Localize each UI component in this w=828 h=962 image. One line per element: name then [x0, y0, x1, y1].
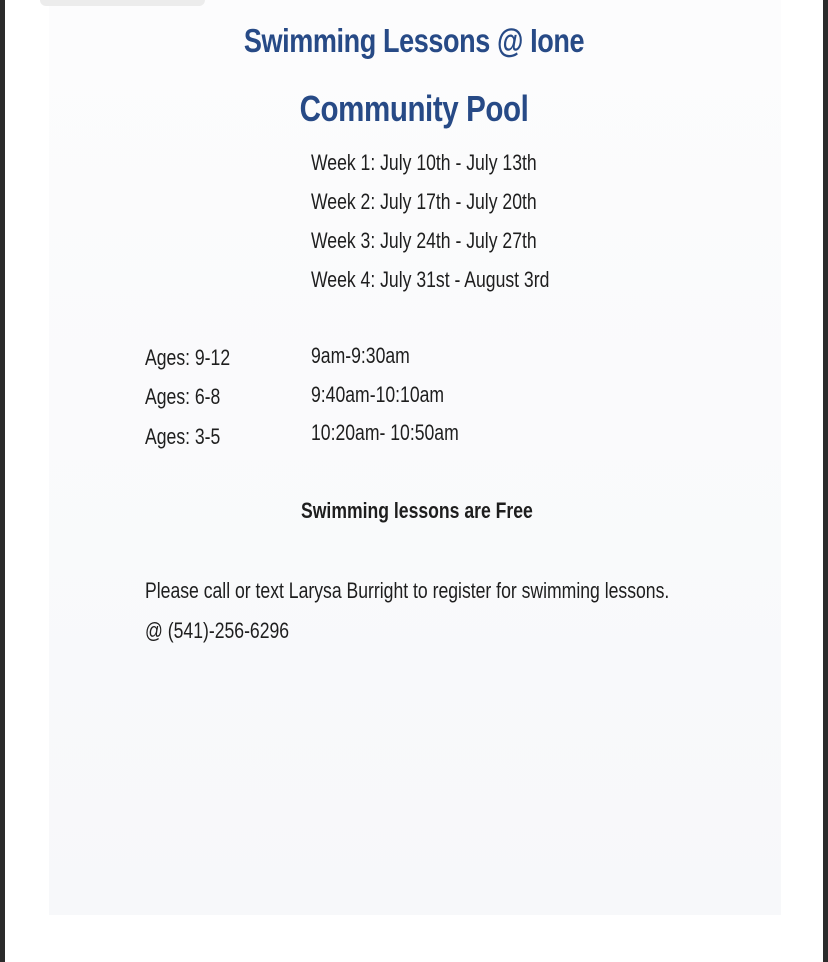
flyer-title-line-2: Community Pool [299, 88, 529, 129]
time-slot-9-12: 9am-9:30am [311, 343, 410, 368]
flyer-title-line-1: Swimming Lessons @ Ione [243, 22, 585, 59]
paper-sheet [49, 0, 781, 915]
week-1-dates: Week 1: July 10th - July 13th [311, 150, 537, 175]
ages-group-9-12: Ages: 9-12 [145, 345, 231, 370]
top-edge-shadow [40, 0, 205, 6]
left-frame-edge [0, 0, 5, 962]
contact-instructions: Please call or text Larysa Burright to register for swimming lessons. [145, 578, 670, 603]
week-4-dates: Week 4: July 31st - August 3rd [311, 267, 550, 292]
week-2-dates: Week 2: July 17th - July 20th [311, 189, 537, 214]
ages-group-6-8: Ages: 6-8 [145, 384, 221, 409]
right-frame-edge [823, 0, 828, 962]
time-slot-6-8: 9:40am-10:10am [311, 382, 445, 407]
free-lessons-note: Swimming lessons are Free [301, 498, 533, 523]
ages-group-3-5: Ages: 3-5 [145, 424, 221, 449]
week-3-dates: Week 3: July 24th - July 27th [311, 228, 537, 253]
time-slot-3-5: 10:20am- 10:50am [311, 420, 459, 445]
contact-phone: @ (541)-256-6296 [145, 618, 290, 643]
